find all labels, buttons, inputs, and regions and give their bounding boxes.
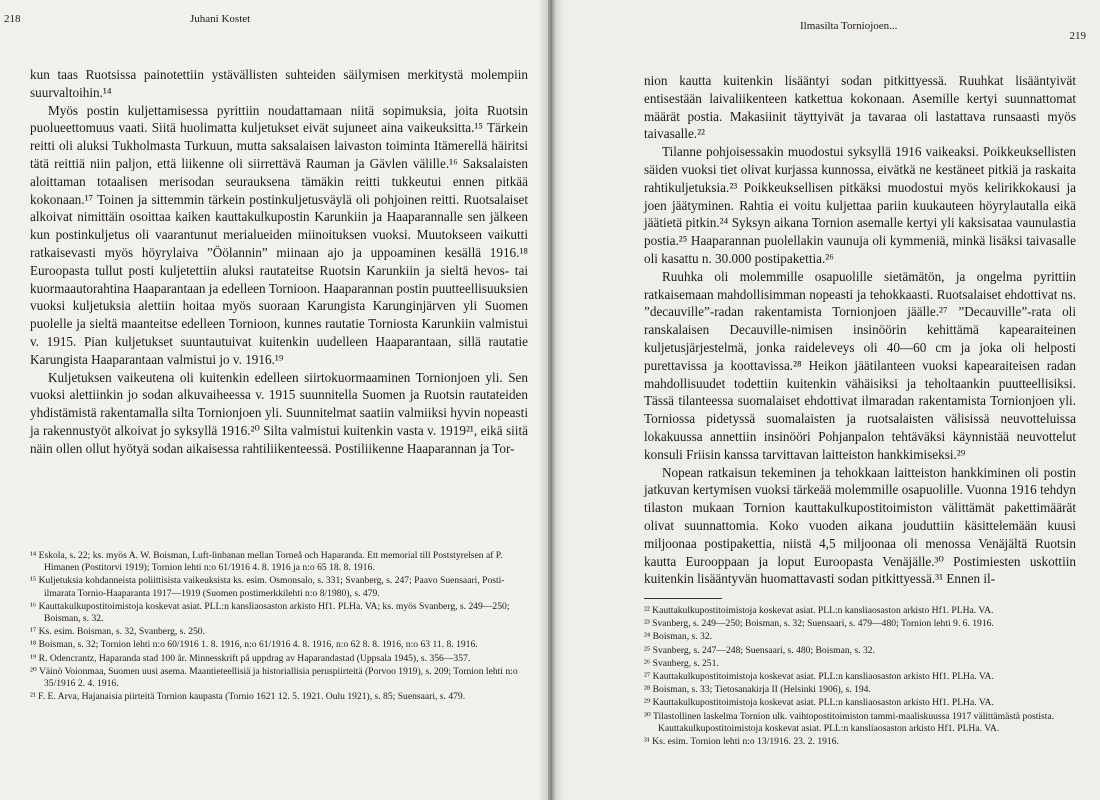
footnote: ¹⁸ Boisman, s. 32; Tornion lehti n:o 60/1916 1. 8. 1916, n:o 61/1916 4. 8. 1916, n:o 62 8. 8. 1916, n:o 63 11. 8. 1916. [30,639,478,651]
footnote: ²³ Svanberg, s. 249—250; Boisman, s. 32; Suensaari, s. 479—480; Tornion lehti 9. 6. 1916. [644,618,994,630]
footnote: ¹⁷ Ks. esim. Boisman, s. 32, Svanberg, s. 250. [30,626,206,638]
footnote: ¹⁹ R. Odencrantz, Haparanda stad 100 år. Minnesskrift på uppdrag av Haparandastad (Uppsala 1945), s. 356—357. [30,652,471,664]
footnote: ¹⁶ Kauttakulkupostitoimistoja koskevat asiat. PLL:n kansliaosaston arkisto Hf1. PLHa. VA; ks. myös Svanberg, s. 249—250; Boisman, s. 32. [30,600,510,625]
page-number: 219 [1069,30,1086,42]
footnote: ²¹ F. E. Arva, Hajanaisia piirteitä Tornion kaupasta (Tornio 1621 12. 5. 1921. Oulu 1921), s. 85; Suensaari, s. 479. [30,691,466,703]
footnote: ²⁸ Boisman, s. 33; Tietosanakirja II (Helsinki 1906), s. 194. [644,684,871,696]
footnotes [644,598,1076,749]
paragraph: nion kautta kuitenkin lisääntyi sodan pitkittyessä. Ruuhkat lisääntyivät entisestään laivaliikenteen katkettua kokonaan. Asemille kertyi suunnattomat määrät postia. Makasiinit täyttyivät ja tavaraa oli lastattava runsaasti myös taivasalle.²² [644,73,1076,142]
footnote: ³¹ Ks. esim. Tornion lehti n:o 13/1916. 23. 2. 1916. [644,736,839,748]
book-gutter [538,0,564,800]
page-number: 218 [4,13,21,25]
body-text [30,66,528,458]
footnote: ²⁰ Väinö Voionmaa, Suomen uusi asema. Maantieteellisiä ja historiallisia peruspiirteitä (Porvoo 1919), s. 209; Tornion lehti n:o 35/1916 2. 4. 1916. [30,665,518,690]
footnote: ²⁶ Svanberg, s. 251. [644,657,719,669]
paragraph: Ruuhka oli molemmille osapuolille sietämätön, ja ongelma pyrittiin ratkaisemaan mahdollisimman nopeasti ja tehokkaasti. Ruotsalaiset ehdottivat ns. ”decauville”-radan rakentamista Tornionjoen jäälle.²⁷ ”Decauville”-rata oli ranskalaisen Decauville-nimisen insinöörin kehittämä kapearaiteinen kuljetusjärjestelmä, jonka raideleveys oli 40—60 cm ja joka oli helposti purettavissa ja koottavissa.²⁸ Heikon jäätilanteen vuoksi kapearaiteisen radan mahdollisuudet todettiin kuitenkin vähäisiksi ja teholtaankin puutteellisiksi. Tässä tilanteessa suomalaiset ehdottivat ilmaradan rakentamista Tornionjoen yli. Torniossa pidetyssä suomalaisten ja ruotsalaisten välisissä neuvotteluissa lokakuussa annettiin insinööri Pohjanpalon tehtäväksi käynnistää neuvottelut konsuli Friisin kanssa tarvittavan laitteiston hankkimiseksi.²⁹ [644,268,1076,462]
footnote: ²⁴ Boisman, s. 32. [644,631,713,643]
paragraph: kun taas Ruotsissa painotettiin ystävällisten suhteiden säilymisen merkitystä molempiin suurvaltoihin.¹⁴ [30,67,528,100]
footnote: ³⁰ Tilastollinen laskelma Tornion ulk. vaihtopostitoimiston tammi-maaliskuussa 1917 välittämästä postista. Kauttakulkupostitoimistoja koskevat asiat. PLL:n kansliaosaston arkisto Hf1. PLHa. VA. [644,710,1055,734]
footnote: ²⁹ Kauttakulkupostitoimistoja koskevat asiat. PLL:n kansliaosaston arkisto Hf1. PLHa. VA. [644,697,994,709]
running-head: Juhani Kostet [190,13,251,25]
footnote: ²⁷ Kauttakulkupostitoimistoja koskevat asiat. PLL:n kansliaosaston arkisto Hf1. PLHa. VA. [644,671,994,683]
paragraph: Tilanne pohjoisessakin muodostui syksyllä 1916 vaikeaksi. Poikkeuksellisten säiden vuoksi tiet olivat kurjassa kunnossa, eivätkä ne kestäneet pitkiä ja raskaita rahtikuljetuksia.²³ Poikkeuksellisen pitkäksi muodostui myös kelirikkokausi ja joen jäätyminen. Rahtia ei voitu kuljettaa pariin kuukauteen höyrylautalla eikä jäätietä pitkin.²⁴ Syksyn aikana Tornion asemalle kertyi yli kaksisataa vaunulastia postia.²⁵ Haaparannan puolellakin vaunuja oli kymmeniä, minkä lisäksi taivasalle oli kasattu n. 30.000 postipakettia.²⁶ [644,144,1076,266]
footnote: ¹⁵ Kuljetuksia kohdanneista poliittisista vaikeuksista ks. esim. Osmonsalo, s. 331; Svanberg, s. 247; Paavo Suensaari, Posti-ilmarata Tornio-Haaparanta 1917—1919 (Suomen postimerkkilehti n:o 8/1980), s. 479. [30,575,505,599]
left-page [0,0,548,800]
paragraph: Nopean ratkaisun tekeminen ja tehokkaan laitteiston hankkiminen oli postin jatkuvan kertymisen vuoksi tärkeää molemmille osapuolille. Vuonna 1916 tehdyn tilaston mukaan Tornion kauttakulkupostitoimiston välittämät pakettimäärät olivat suunnattomia. Koko vuoden aikana jouduttiin käsittelemään kuusi miljoonaa postipakettia, niistä 4,5 miljoonaa oli menossa Venäjältä Ruotsin kautta Eurooppaan ja loput Euroopasta Venäjälle.³⁰ Postimiesten uskottiin kuitenkin lisääntyvän huomattavasti sodan pitkittyessä.³¹ Ennen il- [644,464,1076,587]
footnote: ¹⁴ Eskola, s. 22; ks. myös A. W. Boisman, Luft-linbanan mellan Torneå och Haparanda. Ett memorial till Poststyrelsen af P. Himanen (Postitorvi 1919); Tornion lehti n:o 61/1916 4. 8. 1916 ja n:o 65 18. 8. 1916. [30,550,503,574]
paragraph: Myös postin kuljettamisessa pyrittiin noudattamaan niitä sopimuksia, joita Ruotsin puolueettomuus vaati. Siitä huolimatta kuljetukset eivät sujuneet aina vaikeuksitta.¹⁵ Tärkein reitti oli aluksi Tukholmasta Turkuun, mutta saksalaisen laivaston toiminta Itämerellä häiritsi tätä reittiä niin paljon, että liikenne oli siirrettävä Rauman ja Gävlen välille.¹⁶ Saksalaisten aloittaman totaalisen merisodan seurauksena tämäkin reitti tukkeutui ennen pitkää kokonaan.¹⁷ Toinen ja sittemmin tärkein postinkuljetusväylä oli pohjoinen reitti. Ruotsalaiset alkoivat nimittäin osoittaa kaiken kauttakulkupostin Karunkiin ja Haaparannalle sen jälkeen kun postinkuljetus oli vaarantunut merialueiden miinoituksen vuoksi. Muutokseen vaikutti ratkaisevasti myös höyrylaiva ”Öölannin” miinaan ajo ja uppoaminen kesällä 1916.¹⁸ Euroopasta tullut posti kuljetettiin aluksi rautateitse Ruotsin Karunkiin ja sieltä hevos- tai kuormaautorahtina Haaparantaan ja edelleen Tornioon. Haaparannan postin puutteellisuuksien vuoksi kuljetuksia alettiin hoitaa myös suoraan Karungista Karunginjärven yli Suomen puolelle ja sieltä maanteitse edelleen Tornioon, kunnes rautatie Torniosta Karunkiin valmistui v. 1915. Pian kuljetukset suuntautuivat kuitenkin uudelleen Haaparantaan, sillä rautatie Karungista Haaparantaan valmistui jo v. 1916.¹⁹ [30,102,528,367]
footnote: ²⁵ Svanberg, s. 247—248; Suensaari, s. 480; Boisman, s. 32. [644,644,875,656]
running-head: Ilmasilta Torniojoen... [800,20,898,32]
footnote: ²² Kauttakulkupostitoimistoja koskevat asiat. PLL:n kansliaosaston arkisto Hf1. PLHa. VA. [644,605,994,616]
paragraph: Kuljetuksen vaikeutena oli kuitenkin edelleen siirtokuormaaminen Tornionjoen yli. Sen vuoksi alettiinkin jo sodan alkuvaiheessa v. 1915 suunnitella Suomen ja Ruotsin rautateiden yhdistämistä rakentamalla silta Tornionjoen yli. Suunnitelmat saatiin valmiiksi hyvin nopeasti ja rakennustyöt alkoivat jo syksyllä 1916.²⁰ Silta valmistui kuitenkin vasta v. 1919²¹, eikä siitä näin ollen ollut hyötyä sodan aikaisessa rahtiliikenteessä. Postiliikenne Haaparannan ja Tor- [30,369,528,456]
footnote-rule [644,598,722,599]
footnotes [30,550,528,704]
right-page [552,0,1100,800]
body-text [644,72,1076,588]
